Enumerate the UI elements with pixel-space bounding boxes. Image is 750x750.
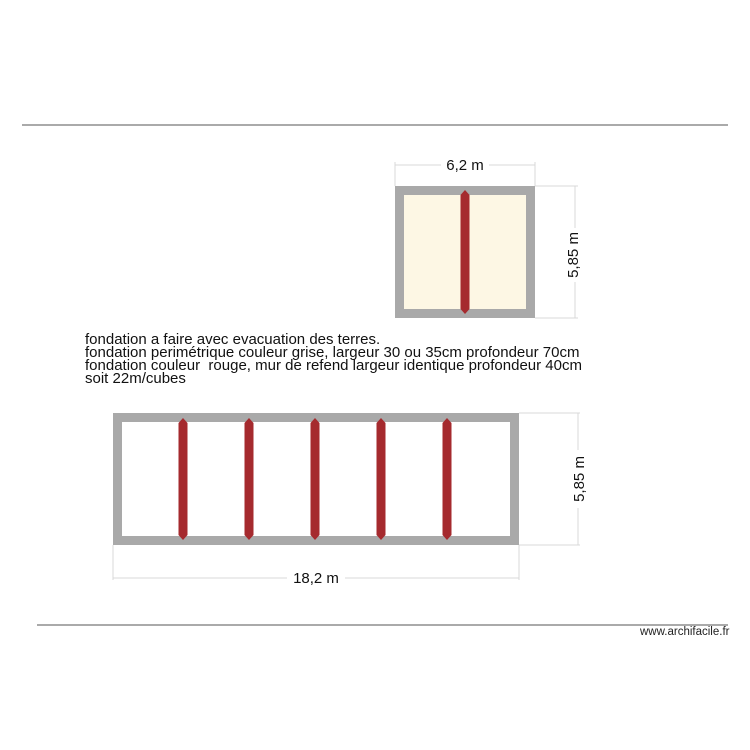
small-plan[interactable]	[400, 190, 531, 314]
dimension-label: 18,2 m	[293, 570, 339, 587]
small-plan-width-dimension	[395, 157, 535, 186]
note-line: fondation perimétrique couleur grise, largeur 30 ou 35cm profondeur 70cm	[85, 344, 580, 361]
dimension-label: 5,85 m	[571, 456, 588, 502]
large-plan[interactable]	[118, 418, 515, 541]
refend-wall[interactable]	[443, 418, 452, 540]
refend-wall[interactable]	[311, 418, 320, 540]
refend-wall[interactable]	[179, 418, 188, 540]
refend-wall[interactable]	[461, 190, 470, 314]
note-line: fondation a faire avec evacuation des terres.	[85, 331, 381, 348]
note-line: soit 22m/cubes	[85, 370, 186, 387]
refend-wall[interactable]	[245, 418, 254, 540]
large-plan-width-dimension	[113, 545, 519, 587]
large-plan-height-dimension	[519, 413, 588, 545]
small-plan-height-dimension	[535, 186, 582, 318]
foundation-notes	[85, 333, 582, 385]
watermark: www.archifacile.fr	[640, 626, 730, 638]
dimension-label: 5,85 m	[565, 232, 582, 278]
note-line: fondation couleur rouge, mur de refend largeur identique profondeur 40cm	[85, 357, 582, 374]
refend-wall[interactable]	[377, 418, 386, 540]
dimension-label: 6,2 m	[446, 157, 484, 174]
